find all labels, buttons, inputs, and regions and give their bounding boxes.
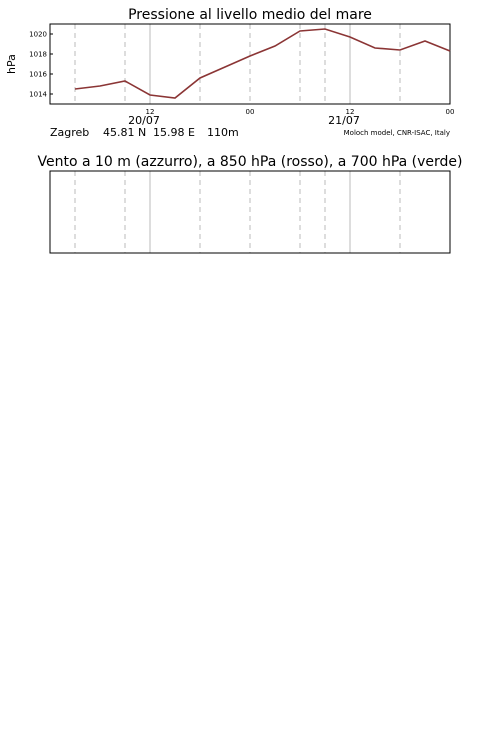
y-tick-label: 1020 [29, 30, 47, 39]
y-axis-label: hPa [5, 54, 18, 74]
panel-title: Vento a 10 m (azzurro), a 850 hPa (rosso), a 700 hPa (verde) [37, 154, 463, 170]
date-label: 21/07 [328, 114, 360, 127]
x-tick-label: 12 [145, 108, 155, 116]
model-credit: Moloch model, CNR-ISAC, Italy [343, 129, 450, 137]
location-city: Zagreb [50, 126, 90, 139]
x-tick-label: 00 [445, 108, 455, 116]
y-tick-label: 1018 [29, 50, 47, 59]
panel-title: Pressione al livello medio del mare [128, 7, 372, 23]
location-lon: 15.98 E [153, 126, 195, 139]
x-tick-label: 12 [345, 108, 355, 116]
location-elev: 110m [207, 126, 239, 139]
location-lat: 45.81 N [103, 126, 147, 139]
y-tick-label: 1014 [29, 90, 47, 99]
pressure-line [75, 29, 450, 98]
y-tick-label: 1016 [29, 70, 47, 79]
date-label: 20/07 [128, 114, 160, 127]
x-tick-label: 00 [245, 108, 255, 116]
